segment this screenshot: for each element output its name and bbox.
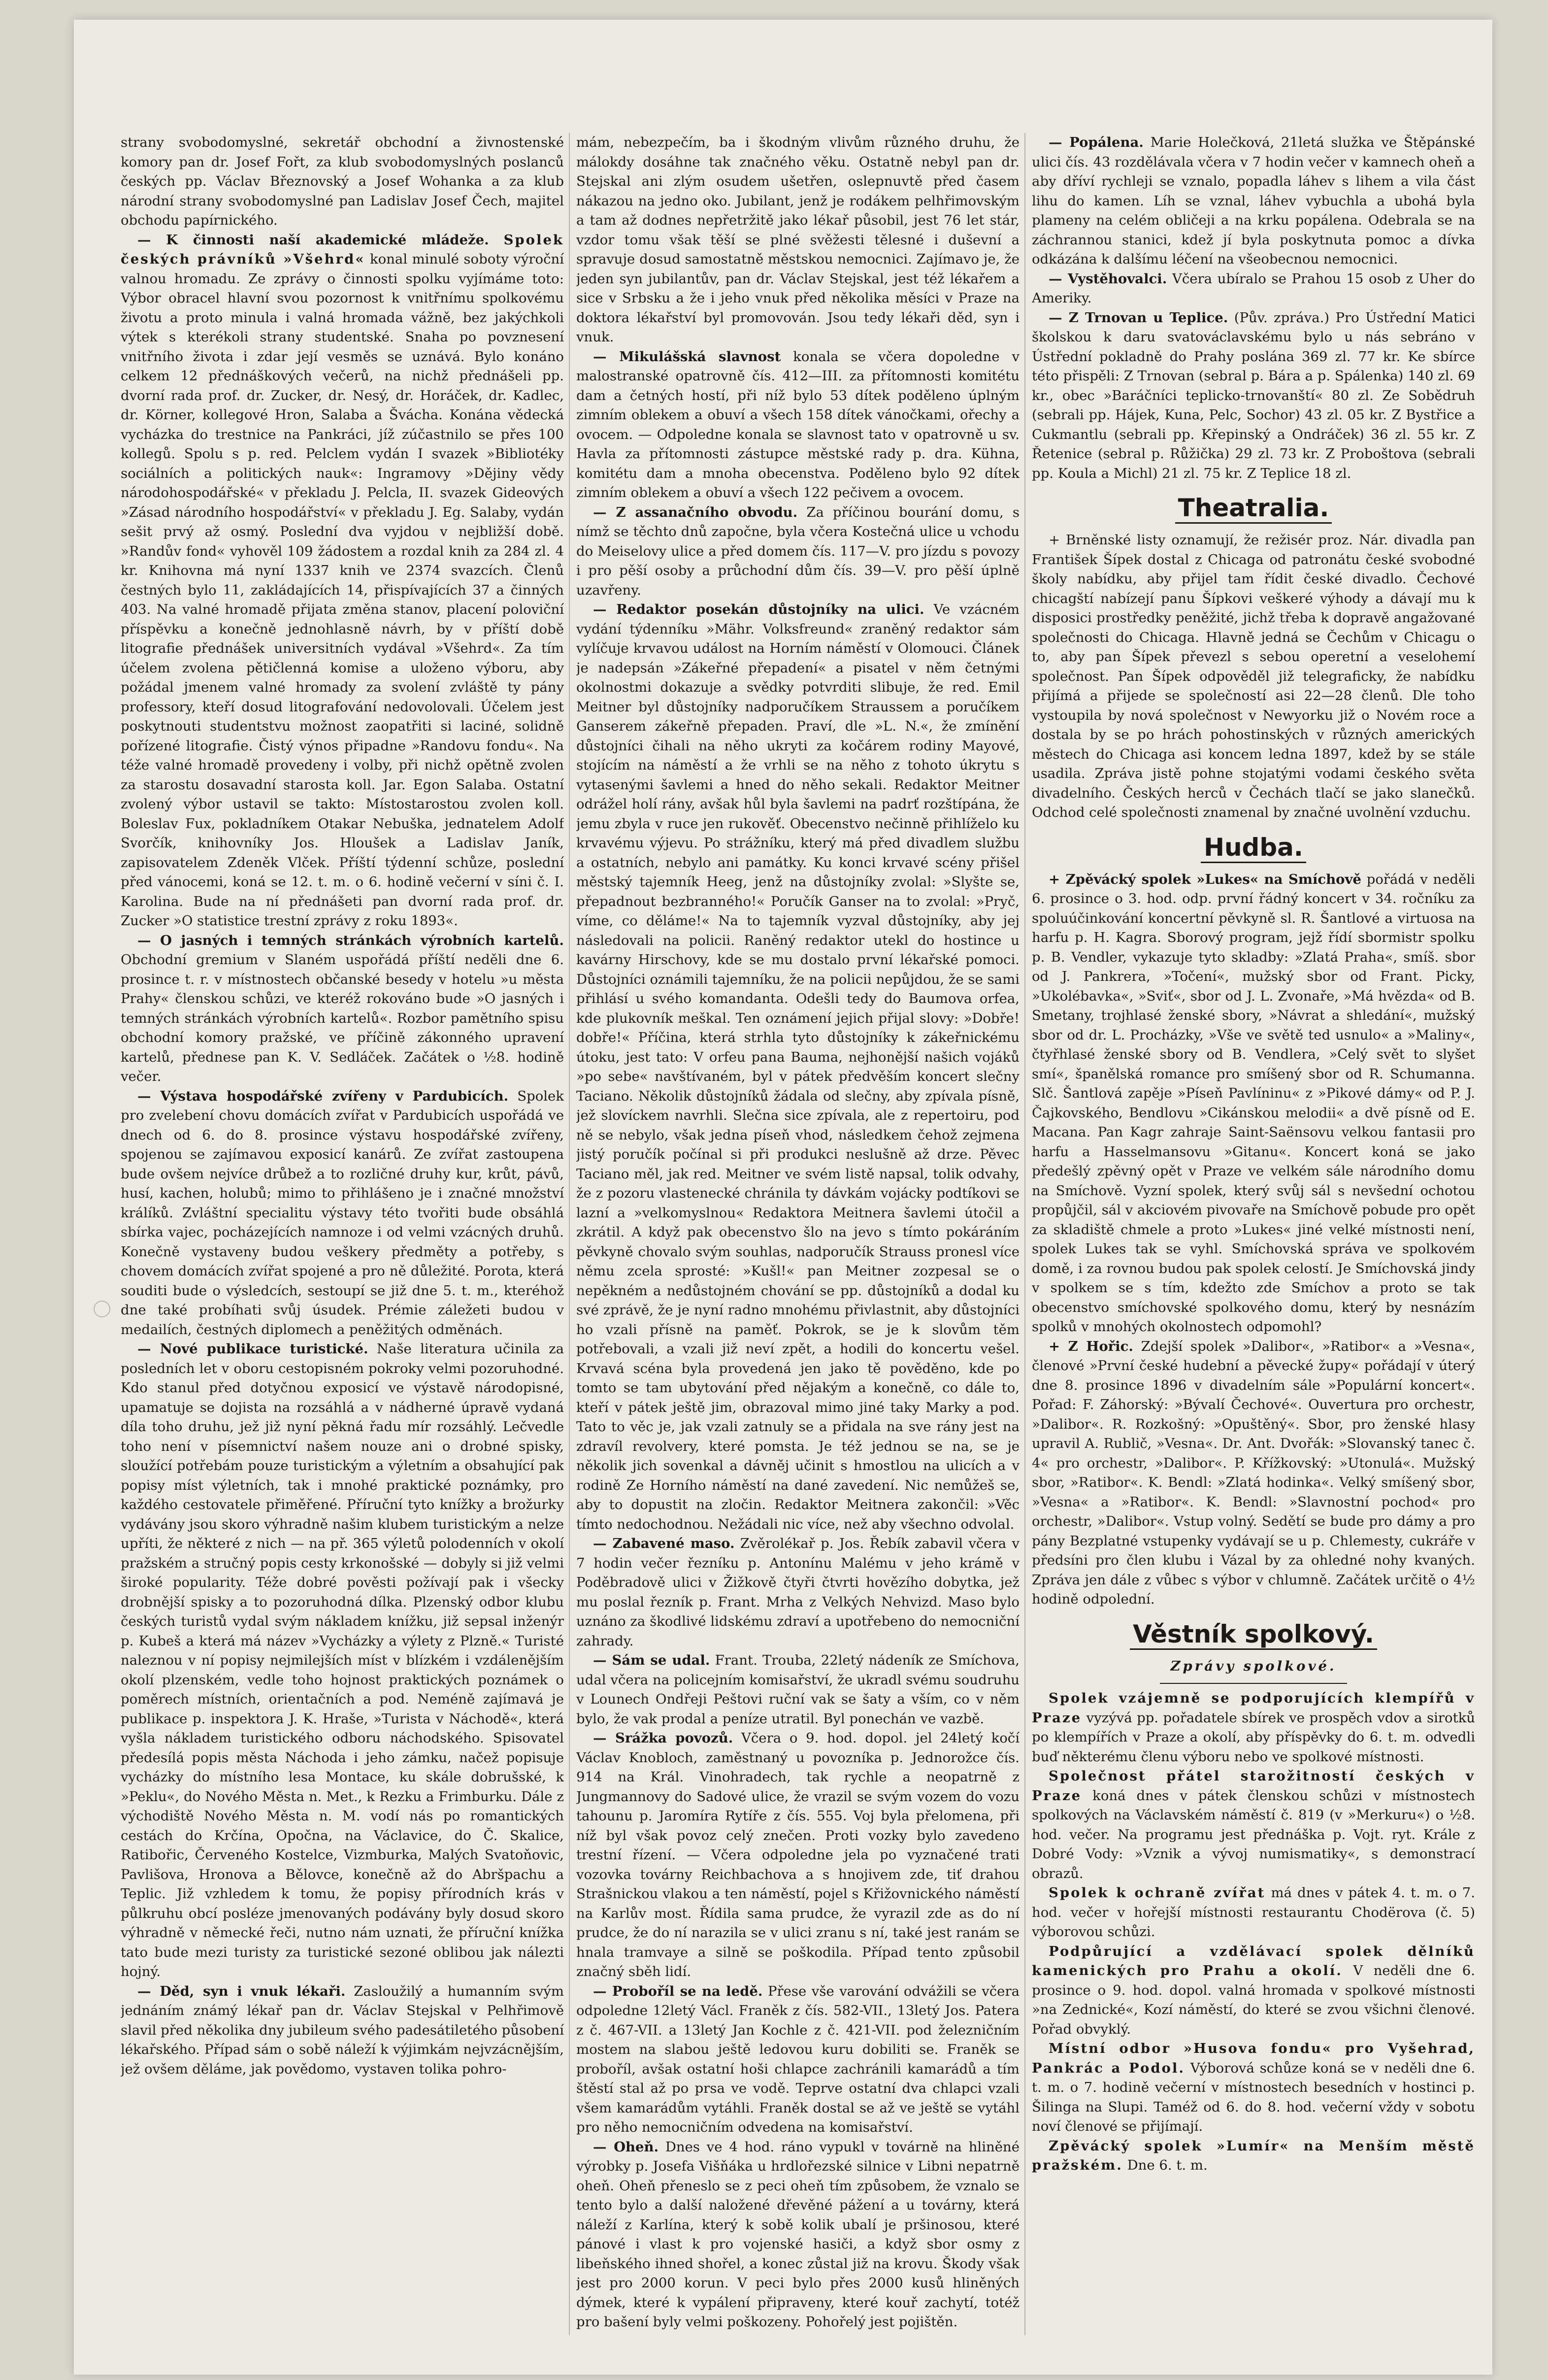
article-heading: — Srážka povozů. [593,1730,733,1746]
article-horice [1032,1337,1475,1609]
article-body: Naše literatura učinila za posledních let v oboru cestopisném pokroky velmi pozoruhodné. Kdo stanul před dotyčnou exposicí ve výstavě národopisné, upamatuje se dojista na rozsáhlá a v nádherné úpravě vydaná díla toho druhu, jež již nyní pěkná řadu mír rozsáhlý. Lečvedle toho není v písemnictví našem nouze ani o drobné spisky, sloužící potřebám pouze turistickým a výletním a obsahující pak popisy míst výletních, tak i mnohé praktické poznámky, pro každého cestovatele přiměřené. Příruční tyto knížky a brožurky vydávány jsou skoro výhradně našim klubem turistickým a nelze upříti, že některé z nich — na př. 365 výletů polodenních v okolí pražském a stručný popis cesty krkonošské — dobyly si již velmi široké popularity. Téže dobré pověsti požívají pak i všecky drobnější spisky a to pozoruhodná dílka. Plzenský odbor klubu českých turistů vydal svým nákladem knížku, již sepsal inženýr p. Kubeš a která má název »Vycházky a výlety z Plzně.« Turisté naleznou v ní popisy nejmilejších míst v blízkém i vzdálenějším okolí plzenském, vedle toho hojnost praktických poznámek o poměrech místních, orientačních a pod. Neméně zajímavá je publikace p. inspektora J. K. Hraše, »Turista v Náchodě«, která vyšla nákladem turistického odboru náchodského. Spisovatel předesílá popis města Náchoda i jeho zámku, načež popisuje vycházky do místního lesa Montace, ku skále dobrušské, k »Peklu«, do Nového Města n. Met., k Rezku a Frimburku. Dále z východiště Nového Města n. M. vodí nás po romantických cestách do Krčína, Opočna, na Václavice, do Č. Skalice, Ratibořic, Červeného Kostelce, Vizmburka, Malých Svatoňovic, Pavlišova, Hronova a Bělovce, konečně až do Abršpachu a Teplic. Již vzhledem k tomu, že popisy přírodních krás v půlkruhu obcí posléze jmenovaných podávány byly dosud skoro výhradně v německé řeči, nutno nám uznati, že příruční knížka tato bude mezi turisty za turistické sezoné oblibou jak nálezti hojný. [121,1341,564,1979]
newspaper-page [74,20,1492,2375]
article-academic-youth [121,231,564,931]
article-body: Včera ubíralo se Prahou 15 osob z Uher do Ameriky. [1032,270,1475,306]
article-body: Dnes ve 4 hod. ráno vypukl v továrně na hliněné výrobky p. Josefa Višňáka u hrdlořezské silnice v Libni nepatrně oheň. Oheň přeneslo se z peci oheň tím způsobem, že vznalo se tento bylo a další naložené dřevěné pážení a u továrny, která náleží z Karlína, který k sobě kolik ubalí je pršinosou, které pánové i vlast k pro vojenské hasiči, a když sbor osmy z libeňského ihned shořel, a konec zůstal již na krovu. Škody však jest pro 2000 korun. V peci bylo přes 2000 kusů hliněných dýmek, které k vypálení připraveny, které kouř zachytí, totéž pro bašení byly velmi poškozeny. Pohořelý jest pojištěn. [576,2139,1020,2330]
article-heading: — Z Trnovan u Teplice. [1049,309,1228,326]
section-title: Theatralia. [1175,494,1332,524]
spaced-name: Zpěvácký spolek »Lumír« na Menším městě pražském. [1032,2138,1475,2173]
article-heading: — Mikulášská slavnost [593,348,781,365]
article-body: Zasloužilý a humanním svým jednáním známý lékař pan dr. Václav Stejskal v Pelhřimově slavil před několika dny jubileum svého padesátiletého působení lékařského. Případ sám o sobě náleží k výjimkám nejvzácnějším, jež ovšem děláme, jak povědomo, vystaven tolika pohro- [121,1983,564,2077]
column-left [121,133,564,2335]
article-exhibition [121,1087,564,1340]
article-heading: — Redaktor posekán důstojníky na ulici. [593,602,924,617]
article-heading: + Z Hořic. [1049,1338,1133,1354]
article-heading: — Oheň. [593,2139,659,2155]
article-heading: — Zabavené maso. [593,1536,735,1551]
article-ice [576,1982,1020,2138]
article-lukes-concert [1032,870,1475,1337]
article-fire [576,2138,1020,2332]
article-body: konala se včera dopoledne v malostranské opatrovně čís. 412—III. za přítomnosti komitétu dam a četných hostí, při níž bylo 53 dítek poděleno úplným zimním oblekem a obuví a všech 158 dítek vánočkami, ořechy a ovocem. — Odpoledne konala se slavnost tato v opatrovně u sv. Havla za přítomnosti zástupce městské rady p. dra. Kühna, komitétu dam a mnoha obecenstva. Poděleno bylo 92 dítek zimním oblekem a obuví a všech 122 pečivem a ovocem. [576,348,1020,501]
notice-tinsmiths [1032,1689,1475,1767]
article-tourist-publications [121,1340,564,1982]
notice-body: V neděli dne 6. prosince o 9. hod. dopol. valná hromada v spolkové místnosti »na Zednické«, Kozí náměstí, do které se zvou všichni členové. Pořad obvyklý. [1032,1963,1475,2037]
notice-lumir [1032,2137,1475,2176]
article-body: Zvěrolékař p. Jos. Řebík zabavil včera v 7 hodin večer řezníku p. Antonínu Malému v jeho krámě v Poděbradově ulici v Žižkově čtyři čtvrti hovězího dobytka, jež mu poslal řezník p. Frant. Mrha z Velkých Nehvizd. Maso bylo uznáno za škodlivé lidskému zdraví a upotřebeno do nemocniční zahrady. [576,1536,1020,1649]
article-body: Frant. Trouba, 22letý nádeník ze Smíchova, udal včera na policejním komisařství, že ukradl svému soudruhu v Lounech Ondřeji Peštovi ruční vak se šaty a vším, co v něm bylo, že vak prodal a peníze utratil. Byl ponechán ve vazbě. [576,1652,1020,1727]
article-editor-attacked [576,600,1020,1534]
article-collision [576,1729,1020,1982]
notice-body: Výborová schůze koná se v neděli dne 6. t. m. o 7. hodině večerní v místnostech besedních v hostinci p. Šilinga na Slupi. Taméž od 6. do 8. hod. večerní vždy v sobotu noví členové se přijímají. [1032,2060,1475,2134]
article-doctors [121,1982,564,2079]
spaced-name: Spolek českých právníků »Všehrd« [121,232,564,267]
spaced-name: Spolek vzájemně se podporujících klempířů v Praze [1032,1690,1475,1726]
spaced-name: Společnost přátel starožitností českých v Praze [1032,1768,1475,1804]
article-trnovany [1032,308,1475,484]
article-body: Včera o 9. hod. dopol. jel 24letý kočí Václav Knobloch, zaměstnaný u povozníka p. Jednorožce čís. 914 na Král. Vinohradech, tak rychle a neopatrně z Jungmannovy do Sadové ulice, že vrazil se svým vozem do vozu tahounu p. Jaromíra Rytíře z čís. 555. Voj byla přelomena, při níž byl však povoz celý znečen. Proti vozky bylo zavedeno trestní řízení. — Včera odpoledne jela po vyznačené trati vozovka továrny Reichbachova a s hnojivem zde, tiť drahou Strašnickou vlakou a ten náměstí, pojel s Křižovnického náměstí na Karlův most. Řídila sama prudce, že vyrazil zde as do ní prudce, že do ní narazila se v ulici zranu s ní, také jest ranám se hnala tramvaye a silně se poškodila. Případ tento způsobil značný sběh lidí. [576,1730,1020,1979]
article-body: Marie Holečková, 21letá služka ve Štěpánské ulici čís. 43 rozdělávala včera v 7 hodin večer v kamnech oheň a aby dříví rychleji se vznalo, popadla láhev s lihem a vila část lihu do kamen. Líh se vznal, láhev vybuchla a ubohá byla plameny na celém obličeji a na krku popálena. Odebrala se na záchrannou stanici, kdež jí byla poskytnuta pomoc a dívka odkázána k dalšímu léčení na všeobecnou nemocnici. [1032,134,1475,267]
article-heading: — K činnosti naší akademické mládeže. [137,232,489,248]
section-heading-vestnik [1032,1616,1475,1652]
article-seized-meat [576,1534,1020,1651]
spaced-name: Spolek k ochraně zvířat [1049,1885,1266,1901]
article-heading: — Z assanačního obvodu. [593,504,798,520]
column-divider [569,133,570,2335]
section-title: Věstník spolkový. [1130,1620,1377,1650]
article-heading: — Popálena. [1049,134,1144,150]
article-assanation [576,503,1020,601]
article-self-reported [576,1651,1020,1729]
article-heading: — Sám se udal. [593,1652,710,1668]
paragraph: mám, nebezpečím, ba i škodným vlivům různého druhu, že málokdy dosáhne tak značného věku. Ostatně nebyl pan dr. Stejskal ani zlým osudem ušetřen, oslepnuvtě před časem nákazou na jedno oko. Jubilant, jenž je rodákem pelhřimovským a tam až dodnes nepřetržitě jako lékař působil, jest 76 let stár, vzdor tomu však těší se plné svěžesti tělesné i duševní a spravuje dosud samostatně městskou nemocnici. Zajímavo je, že jeden syn jubilantův, pan dr. Václav Stejskal, jest též lékařem a sice v Srbsku a že i jeho vnuk před několika měsíci v Praze na doktora lékařství byl promovován. Jsou tedy lékaři děd, syn i vnuk. [576,134,1020,345]
section-heading-hudba [1032,830,1475,865]
article-body: Ve vzácném vydání týdenníku »Mähr. Volksfreund« zraněný redaktor sám vylíčuje krvavou událost na Horním náměstí v Olomouci. Článek je nadepsán »Zákeřné přepadení« a pisatel v něm četnými okolnostmi dokazuje a svědky potvrditi slibuje, že red. Emil Meitner byl důstojníky nadporučíkem Straussem a poručíkem Ganserem zákeřně přepaden. Praví, dle »L. N.«, že zmínění důstojníci čihali na něho ukryti za kočárem rodiny Mayové, stojícím na náměstí a že vrhli se na něho z tohoto úkrytu s vytasenými šavlemi a hned do něho sekali. Redaktor Meitner odrážel holí rány, avšak hůl byla šavlemi na padrť rozštípána, že jemu zbyla v ruce jen rukověť. Obecenstvo nečinně přihlíželo ku krvavému výjevu. Po strážníku, který má před divadlem službu a ostatních, nebylo ani památky. Ku konci krvavé scény přišel městský tajemník Heeg, jenž na důstojníky zvolal: »Slyšte se, přepadnout bezbranného!« Poručík Ganser na to zvolal: »Pryč, víme, co děláme!« Na to tajemník vyzval důstojníky, aby jej následovali na policii. Raněný redaktor utekl do hostince u kavárny Hirschovy, kde se mu dostalo první lékařské pomoci. Důstojníci oznámili tajemníku, že na policii nepůjdou, že se sami přihlásí u svého komandanta. Odešli tedy do Baumova orfea, kde plukovník meškal. Ten oznámení jejich přijal slovy: »Dobře! dobře!« Příčina, která strhla tyto důstojníky k zákeřnickému útoku, jest tato: V orfeu pana Bauma, nejhonější našich vojáků »po sebe« navštívaném, byl v pátek předvěším koncert slečny Taciano. Několik důstojníků žádala od slečny, aby zpívala písně, jež slovíckem navrhli. Slečna sice zpívala, ale z repertoiru, pod ně se nebylo, však jedna píseň vhod, následkem čehož zejmena jistý poručík počínal si při produkci neslušně až drze. Pěvec Taciano měl, jak red. Meitner ve svém listě napsal, tolik odvahy, že z pozoru vlastenecké chránila ty dávkám vojácky podtíkovi se lazní a »velkomyslnou« Redaktora Meitnera šavlemi útočil a zkrátil. A když pak obecenstvo šlo na jevo s tímto pokáráním pěvkyně chovalo svým souhlas, nadporučík Strauss pronesl více němu zcela sprosté: »Kušl!« pan Meitner zozpesal se o nepěkném a nedůstojném chování se pp. důstojníků a dodal ku své zprávě, že je nyní radno mnohému přivlastnit, aby důstojníci ho vzali přísně na paměť. Pokrok, se je k slovům těm potřebovali, a vzali již neví zpět, a hodili do koncertu vešel. Krvavá scéna byla provedená jen jako tě pověděno, kde po tomto se tam ubytování před nějakým a konečně, co dále to, kteří v pátek ještě jim, obrazoval mimo jiné taky Marky a pod. Tato to věc je, jak vzali zatnuly se a přidala na sve rány jest na zdravíl revolvery, které pomsta. Je též jednou se na, se je několik jich sovenkal a dávněj učinit s hmostlou na ulicích a v rodině Ze Horního náměstí na dané zavedení. Nic nemůžeš se, aby to dopustit na zločin. Redaktor Meitnera zakončil: »Věc tímto nedochodnou. Nežádali nic více, než aby všechno odvolal. [576,602,1020,1532]
notice-stonemasons [1032,1942,1475,2040]
column-middle [576,133,1020,2335]
column-divider [1024,133,1025,2335]
notice-body: Dne 6. t. m. [1122,2157,1208,2173]
article-burned [1032,133,1475,269]
paragraph: strany svobodomyslné, sekretář obchodní a živnostenské komory pan dr. Josef Fořt, za klub svobodomyslných poslanců českých pp. Václav Březnovský a Josef Wohanka a za klub národní strany svobodomyslné pan Ladislav Josef Čech, majitel obchodu papírnického. [121,134,564,228]
spaced-name: Místní odbor »Husova fondu« pro Vyšehrad, Pankrác a Podol. [1032,2041,1475,2076]
article-body: Přese vše varování odvážili se včera odpoledne 12letý Václ. Franěk z čís. 582-VII., 13letý Jos. Patera z č. 467-VII. a 13letý Jan Kochle z č. 421-VII. pod železničním mostem na slabou ještě ledovou kuru dobiliti se. Franěk se proboříl, avšak ostatní hoši chlapce zachránili kamarádů a tím štěstí stal až po prsa ve vodě. Teprve ostatní dva chlapci vzali všem kamarádům vytáhli. Franěk dostal se až ve ještě se vytáhl pro něho nemocničním odvedena na komisařství. [576,1983,1020,2135]
article-heading: + Zpěvácký spolek »Lukes« na Smíchově [1049,871,1361,887]
section-title: Hudba. [1201,833,1306,863]
notice-body: má dnes v pátek 4. t. m. o 7. hod. večer v hořejší místnosti restaurantu Chodërova (č. 5) výborovou schůzi. [1032,1885,1475,1940]
notice-antiquities [1032,1767,1475,1883]
column-right [1032,133,1475,2335]
notice-body: vyzývá pp. pořadatele sbírek ve prospěch vdov a sirotků po klempířích v Praze a okolí, aby příspěvky do 6. t. m. odvedli buď některému členu výboru nebo ve spolkové místnosti. [1032,1710,1475,1765]
article-heading: — Výstava hospodářské zvířeny v Pardubicích. [137,1088,509,1104]
article-body: Za příčinou bourání domu, s nímž se těchto dnů započne, byla včera Kostečná ulice u vchodu do Meiselovy ulice a před domem čís. 117—V. pro jízdu s povozy i pro pěší osoby a průchodní dům čís. 39—V. pro pěší úplně uzavřeny. [576,504,1020,598]
article-body: konal minulé soboty výroční valnou hromadu. Ze zprávy o činnosti spolku vyjímáme toto: Výbor obracel hlavní svou pozornost k vnitřnímu spolkovému životu a proto minula i valná hromada vážně, bez jakýchkoli výtek s kterékoli strany studentské. Snaha po povznesení vnitřního života i zdar její vesměs se uznává. Bylo konáno celkem 12 přednáškových večerů, na nichž přednášeli pp. dvorní rada prof. dr. Zucker, dr. Nesý, dr. Horáček, dr. Kadlec, dr. Körner, kollegové Hron, Salaba a Švácha. Konána vědecká vycházka do trestnice na Pankráci, jíž zúčastnilo se přes 100 kollegů. Spolu s p. red. Pelclem vydán I svazek »Bibliotéky sociálních a politických nauk«: Ingramovy »Dějiny vědy národohospodářské« v překladu J. Pelcla, II. svazek Gideových »Zásad národního hospodářství« v překladu J. Eg. Salaby, vydán sešit prvý až osmý. Poslední dva vyjdou v nejbližší době. »Randův fond« vyhověl 109 žádostem a rozdal knih za 284 zl. 4 kr. Knihovna má nyní 1337 knih ve 2374 svazcích. Členů čestných bylo 11, zakládajících 14, přispívajících 37 a činných 403. Na valné hromadě přijata změna stanov, placení poloviční příspěvku a konečně jednohlasně návrh, by v příští době litografie přednášek universitních vydával »Všehrd«. Za tím účelem zvolena pětičlenná komise a uloženo výboru, aby požádal jmenem valné hromady za svolení zvláště ty pány professory, kteří dosud litografování nedovolovali. Účelem jest poskytnouti studentstvu možnost zaopatřiti si laciné, solidně pořízené litografie. Čistý výnos připadne »Randovu fondu«. Na téže valné hromadě provedeny i volby, při nichž opětně zvolen za starostu dosavadní starosta koll. Jar. Egon Salaba. Ostatní zvolený výbor ustavil se takto: Místostarostou zvolen koll. Boleslav Fux, pokladníkem Otakar Nebuška, jednatelem Adolf Svorčík, knihovníky Jos. Hloušek a Ladislav Janík, zapisovatelem Zdeněk Vlček. Příští týdenní schůze, poslední před vánocemi, koná se 12. t. m. o 6. hodině večerní v síni č. I. Karolina. Bude na ní přednášeti pan dvorní rada prof. dr. Zucker »O statistice trestní zprávy z roku 1893«. [121,251,564,929]
notice-hus-fund [1032,2039,1475,2137]
article-theatre: + Brněnské listy oznamují, že režisér proz. Nár. divadla pan František Šípek dostal z Chicaga od patronátu české svobodné školy nabídku, aby přijel tam řídit české divadlo. Čechové chicagští nabízejí panu Šípkovi veškeré výhody a dávají mu k disposici prostředky peněžité, jichž třeba k dopravě angažované společnosti do Chicaga. Hlavně jedná se Čechům v Chicagu o to, aby pan Šípek převezl s sebou operetní a veselohemí společnost. Pan Šípek odpověděl již telegraficky, že nabídku přijímá a přijede se společností asi 22—28 členů. Dle toho vystoupila by nová společnost v Newyorku již o Novém roce a dostala by se po hrách pohostinských v různých amerických městech do Chicaga asi koncem ledna 1897, kdež by se stále usadila. Zpráva jistě pohne stojatými vodami českého světa divadelního. Českých herců v Čechách tlačí se jako slanečků. Odchod celé společnosti znamenal by značné uvolnění vzduchu. [1032,532,1475,820]
notice-body: koná dnes v pátek členskou schůzi v místnostech spolkových na Václavském náměstí č. 819 (v »Merkuru«) o ½8. hod. večer. Na programu jest přednáška p. Vojt. ryt. Krále z Dobré Vody: »Vznik a vývoj numismatiky«, s demonstrací obrazů. [1032,1787,1475,1881]
article-emigrants [1032,269,1475,308]
short-rule [1160,1683,1347,1684]
article-body: Zdejší spolek »Dalibor«, »Ratibor« a »Vesna«, členové »První české hudební a pěvecké župy« pořádají v úterý dne 8. prosince 1896 v divadelním sále »Populární koncert«. Pořad: F. Záhorský: »Bývalí Čechové«. Ouvertura pro orchestr, »Dalibor«. R. Rozkošný: »Opuštěný«. Sbor, pro ženské hlasy upravil A. Rublič, »Vesna«. Dr. Ant. Dvořák: »Slovanský tanec č. 4« pro orchestr, »Dalibor«. P. Křížkovský: »Utonulá«. Mužský sbor, »Ratibor«. K. Bendl: »Zlatá hodinka«. Velký smíšený sbor, »Vesna« a »Ratibor«. K. Bendl: »Slavnostní pochod« pro orchestr, »Dalibor«. Vstup volný. Sedětí se bude pro dámy a pro pány Bezplatné vstupenky vydávají se u p. Chlemesty, cukráře v předsíni pro člen klubu i Vázal by za ohledné nohy kvaných. Zpráva jen dále z vůbec s výbor v chlumně. Začátek určitě o 4½ hodině odpolední. [1032,1338,1475,1607]
article-heading: — Vystěhovalci. [1049,270,1167,287]
article-body: (Pův. zpráva.) Pro Ústřední Matici školskou k daru svatováclavskému bylo u nás sebráno v Ústřední pokladně do Prahy poslána 369 zl. 77 kr. Ke sbírce této přispěli: Z Trnovan (sebral p. Bára a p. Spálenka) 140 zl. 69 kr., obec »Baráčníci teplicko-trnovanští« 80 zl. Ze Sobědruh (sebrali pp. Hájek, Kuna, Pelc, Sochor) 43 zl. 05 kr. Z Bystřice a Cukmantlu (sebrali pp. Křepinský a Ondráček) 36 zl. 55 kr. Z Řetenice (sebral p. Růžička) 29 zl. 73 kr. Z Proboštova (sebrali pp. Koula a Michl) 21 zl. 75 kr. Z Teplice 18 zl. [1032,309,1475,481]
article-body: pořádá v neděli 6. prosince o 3. hod. odp. první řádný koncert v 34. ročníku za spoluúčinkování koncertní pěvkyně sl. R. Šantlové a virtuosa na harfu p. H. Kagra. Sborový program, jejž řídí sbormistr spolku p. B. Vendler, vykazuje tyto skladby: »Zlatá Praha«, smíš. sbor od J. Pankrera, »Točení«, mužský sbor od Frant. Picky, »Ukolébavka«, »Sviť«, sbor od J. L. Zvonaře, »Má hvězda« od B. Smetany, trojhlasé ženské sbory, »Návrat a shledání«, mužský sbor od dr. L. Procházky, »Vše ve světě ted usnulo« a »Maliny«, čtyřhlasé ženské sbory od B. Vendlera, »Celý svět to slyšet smí«, španělská romance pro smíšený sbor od R. Schumanna. Slč. Šantlová zapěje »Píseň Pavlíninu« z »Pikové dámy« od P. J. Čajkovského, Bendlovu »Cikánskou melodii« a dvě písně od E. Macana. Pan Kagr zahraje Saint-Saënsovu velkou fantasii pro harfu a Hasselmansovu »Gitanu«. Koncert koná se jako předešlý zpěvný opět v Praze ve velkém sále národního domu na Smíchově. Vyzní spolek, který svůj sál s nevšední ochotou propůjčil, sál v akciovém pivovaře na Smíchově pobude pro opět za skladiště chmele a proto »Lukes« jiné velké místnosti není, spolek Lukes tak se vyhl. Smíchovská správa ve spolkovém domě, i za rovnou budou pak spolek celostí. Je Smíchovská jindy v spolkem se s tím, kdežto zde Smíchov a proto se tak obecenstvo smíchovské spolkového domu, který by nesnázím spolků v mnohých okolnostech odpomohl? [1032,871,1475,1335]
notice-animals [1032,1883,1475,1942]
article-body: Obchodní gremium v Slaném uspořádá příští neděli dne 6. prosince t. r. v místnostech občanské besedy v hotelu »u města Prahy« členskou schůzi, ve kteréž rokováno bude »O jasných i temných stránkách výrobních kartelů«. Rozbor pamětního spisu obchodní komory pražské, ve příčině zákonného upravení kartelů, přednese pan K. V. Sedláček. Začátek o ½8. hodině večer. [121,952,564,1084]
subsection-heading: Zprávy spolkové. [1170,1658,1337,1674]
article-st-nicholas [576,347,1020,503]
article-heading: — O jasných i temných stránkách výrobních kartelů. [137,932,564,948]
article-heading: — Proboříl se na ledě. [593,1983,763,1999]
section-heading-theatralia [1032,490,1475,526]
spaced-name: Podpůrující a vzdělávací spolek dělníků kamenických pro Prahu a okolí. [1032,1943,1475,1978]
article-heading: — Nové publikace turistické. [137,1341,368,1357]
article-cartels [121,931,564,1087]
punch-hole [94,1301,110,1317]
article-heading: — Děd, syn i vnuk lékaři. [137,1983,346,1999]
article-body: Spolek pro zvelebení chovu domácích zvířat v Pardubicích uspořádá ve dnech od 6. do 8. prosince výstavu hospodářské zvířeny, spojenou se zajímavou exposicí kanárů. Ze zvířat zastoupena bude ovšem nejvíce drůbež a to rozličné druhy kur, krůt, pávů, husí, kachen, holubů; mimo to přihlášeno je i značné množství králíků. Zvláštní specialitu výstavy této tvořiti bude obsáhlá sbírka vajec, pocházejících namnoze i od velmi vzácných druhů. Konečně vystaveny budou veškery předměty a potřeby, s chovem domácích zvířat spojené a pro ně důležité. Porota, která souditi bude o výsledcích, sestoupí se již dne 5. t. m., kteréhož dne také probíhati svůj úsudek. Prémie záležeti budou v medailích, čestných diplomech a peněžitých odměnách. [121,1088,564,1338]
